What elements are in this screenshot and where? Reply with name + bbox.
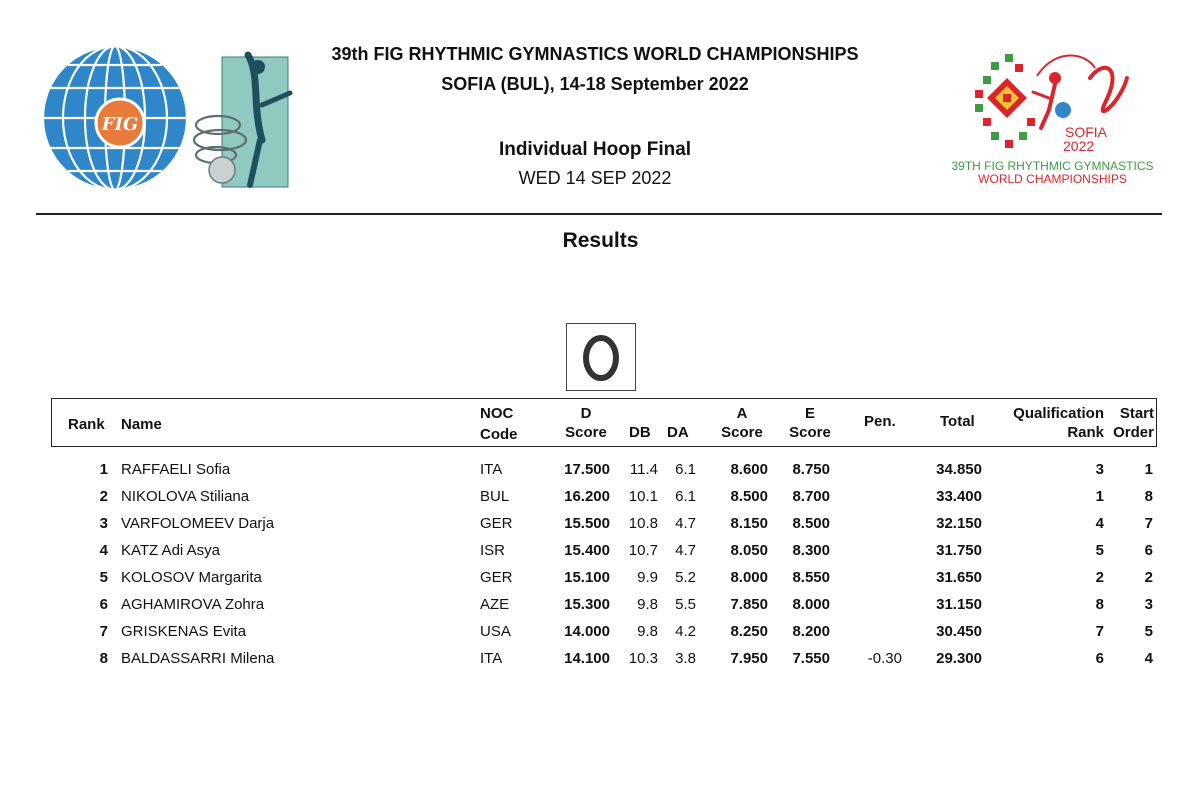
cell-name: KATZ Adi Asya — [121, 542, 220, 559]
cell-rank: 1 — [99, 461, 108, 478]
cell-start: 6 — [1144, 542, 1153, 559]
cell-a: 7.950 — [730, 650, 768, 667]
cell-da: 5.5 — [675, 596, 696, 613]
cell-qual: 4 — [1095, 515, 1104, 532]
cell-db: 10.1 — [628, 488, 658, 505]
svg-text:FIG: FIG — [101, 114, 139, 135]
header-divider — [36, 213, 1162, 215]
championship-title: 39th FIG RHYTHMIC GYMNASTICS WORLD CHAMPIONSHIPS — [331, 44, 859, 64]
cell-noc: ITA — [480, 461, 503, 478]
cell-d: 15.300 — [564, 596, 610, 613]
sofia-emblem-icon — [945, 48, 1160, 153]
header-e-score: Score — [789, 424, 831, 441]
cell-a: 8.000 — [730, 569, 768, 586]
cell-a: 8.500 — [730, 488, 768, 505]
cell-noc: GER — [480, 515, 513, 532]
cell-a: 8.050 — [730, 542, 768, 559]
cell-db: 9.8 — [637, 623, 658, 640]
header-d-score: Score — [565, 424, 607, 441]
fig-logo — [40, 43, 190, 193]
cell-noc: ISR — [480, 542, 506, 559]
cell-da: 4.7 — [675, 515, 696, 532]
sofia-2022-logo — [945, 48, 1160, 188]
cell-total: 32.150 — [936, 515, 982, 532]
cell-name: GRISKENAS Evita — [121, 623, 247, 640]
cell-da: 5.2 — [675, 569, 696, 586]
header-e: E — [804, 405, 815, 422]
header-noc: NOC — [480, 405, 514, 422]
cell-da: 4.2 — [675, 623, 696, 640]
cell-e: 8.700 — [792, 488, 830, 505]
cell-da: 6.1 — [675, 488, 696, 505]
header-d: D — [580, 405, 592, 422]
cell-rank: 7 — [99, 623, 108, 640]
cell-da: 3.8 — [675, 650, 696, 667]
cell-d: 15.500 — [564, 515, 610, 532]
cell-total: 33.400 — [936, 488, 982, 505]
cell-d: 15.400 — [564, 542, 610, 559]
cell-a: 8.250 — [730, 623, 768, 640]
cell-total: 31.150 — [936, 596, 982, 613]
cell-start: 7 — [1144, 515, 1153, 532]
cell-e: 8.000 — [792, 596, 830, 613]
svg-text:2022: 2022 — [1063, 138, 1095, 153]
cell-name: KOLOSOV Margarita — [121, 569, 262, 586]
cell-name: NIKOLOVA Stiliana — [121, 488, 250, 505]
event-name: Individual Hoop Final — [498, 139, 692, 160]
header-qualification: Qualification — [1013, 405, 1104, 422]
cell-start: 5 — [1144, 623, 1153, 640]
cell-db: 9.8 — [637, 596, 658, 613]
cell-start: 2 — [1144, 569, 1153, 586]
header-name: Name — [121, 416, 162, 433]
header-start-order: Order — [1113, 424, 1154, 441]
cell-rank: 5 — [99, 569, 108, 586]
cell-noc: USA — [480, 623, 511, 640]
sofia-logo-line1: 39TH FIG RHYTHMIC GYMNASTICS — [951, 159, 1154, 173]
hoop-icon — [567, 324, 635, 390]
cell-e: 8.300 — [792, 542, 830, 559]
cell-start: 8 — [1144, 488, 1153, 505]
apparatus-box — [566, 323, 636, 391]
cell-noc: AZE — [480, 596, 510, 613]
championship-location: SOFIA (BUL), 14-18 September 2022 — [441, 74, 749, 94]
cell-db: 10.7 — [628, 542, 658, 559]
cell-e: 7.550 — [792, 650, 830, 667]
sofia-logo-line2: WORLD CHAMPIONSHIPS — [978, 172, 1127, 186]
header-da: DA — [667, 424, 689, 441]
cell-noc: BUL — [480, 488, 510, 505]
cell-total: 31.650 — [936, 569, 982, 586]
cell-noc: ITA — [480, 650, 503, 667]
header-pen: Pen. — [864, 413, 896, 430]
cell-qual: 3 — [1095, 461, 1104, 478]
cell-db: 9.9 — [637, 569, 658, 586]
cell-d: 16.200 — [564, 488, 610, 505]
cell-name: VARFOLOMEEV Darja — [121, 515, 275, 532]
cell-rank: 8 — [99, 650, 108, 667]
cell-start: 4 — [1144, 650, 1153, 667]
cell-name: BALDASSARRI Milena — [121, 650, 275, 667]
cell-e: 8.750 — [792, 461, 830, 478]
cell-rank: 3 — [99, 515, 108, 532]
cell-rank: 6 — [99, 596, 108, 613]
cell-qual: 1 — [1095, 488, 1104, 505]
cell-total: 34.850 — [936, 461, 982, 478]
cell-qual: 6 — [1095, 650, 1104, 667]
cell-rank: 4 — [99, 542, 108, 559]
cell-e: 8.500 — [792, 515, 830, 532]
cell-qual: 5 — [1095, 542, 1104, 559]
cell-d: 17.500 — [564, 461, 610, 478]
cell-start: 1 — [1144, 461, 1153, 478]
cell-d: 14.100 — [564, 650, 610, 667]
cell-rank: 2 — [99, 488, 108, 505]
cell-start: 3 — [1144, 596, 1153, 613]
cell-name: AGHAMIROVA Zohra — [121, 596, 265, 613]
cell-qual: 8 — [1095, 596, 1104, 613]
cell-name: RAFFAELI Sofia — [121, 461, 231, 478]
event-date: WED 14 SEP 2022 — [518, 168, 672, 188]
cell-qual: 7 — [1095, 623, 1104, 640]
svg-text:SOFIA: SOFIA — [1065, 124, 1108, 140]
fig-globe-icon — [40, 43, 190, 193]
cell-total: 31.750 — [936, 542, 982, 559]
cell-e: 8.550 — [792, 569, 830, 586]
cell-e: 8.200 — [792, 623, 830, 640]
cell-da: 4.7 — [675, 542, 696, 559]
header-rank: Rank — [68, 416, 105, 433]
cell-total: 30.450 — [936, 623, 982, 640]
header-total: Total — [940, 413, 975, 430]
header-start: Start — [1119, 405, 1154, 422]
cell-qual: 2 — [1095, 569, 1104, 586]
cell-a: 7.850 — [730, 596, 768, 613]
header-noc-code: Code — [480, 426, 518, 443]
cell-db: 10.3 — [628, 650, 658, 667]
cell-db: 11.4 — [629, 461, 658, 478]
cell-a: 8.150 — [730, 515, 768, 532]
cell-total: 29.300 — [936, 650, 982, 667]
header-a: A — [736, 405, 748, 422]
cell-a: 8.600 — [730, 461, 768, 478]
cell-noc: GER — [480, 569, 513, 586]
cell-da: 6.1 — [675, 461, 696, 478]
cell-pen: -0.30 — [867, 650, 902, 667]
cell-d: 14.000 — [564, 623, 610, 640]
header-db: DB — [629, 424, 651, 441]
results-title: Results — [562, 229, 639, 252]
cell-d: 15.100 — [564, 569, 610, 586]
header-qualification-rank: Rank — [1067, 424, 1104, 441]
cell-db: 10.8 — [628, 515, 658, 532]
header-a-score: Score — [721, 424, 763, 441]
